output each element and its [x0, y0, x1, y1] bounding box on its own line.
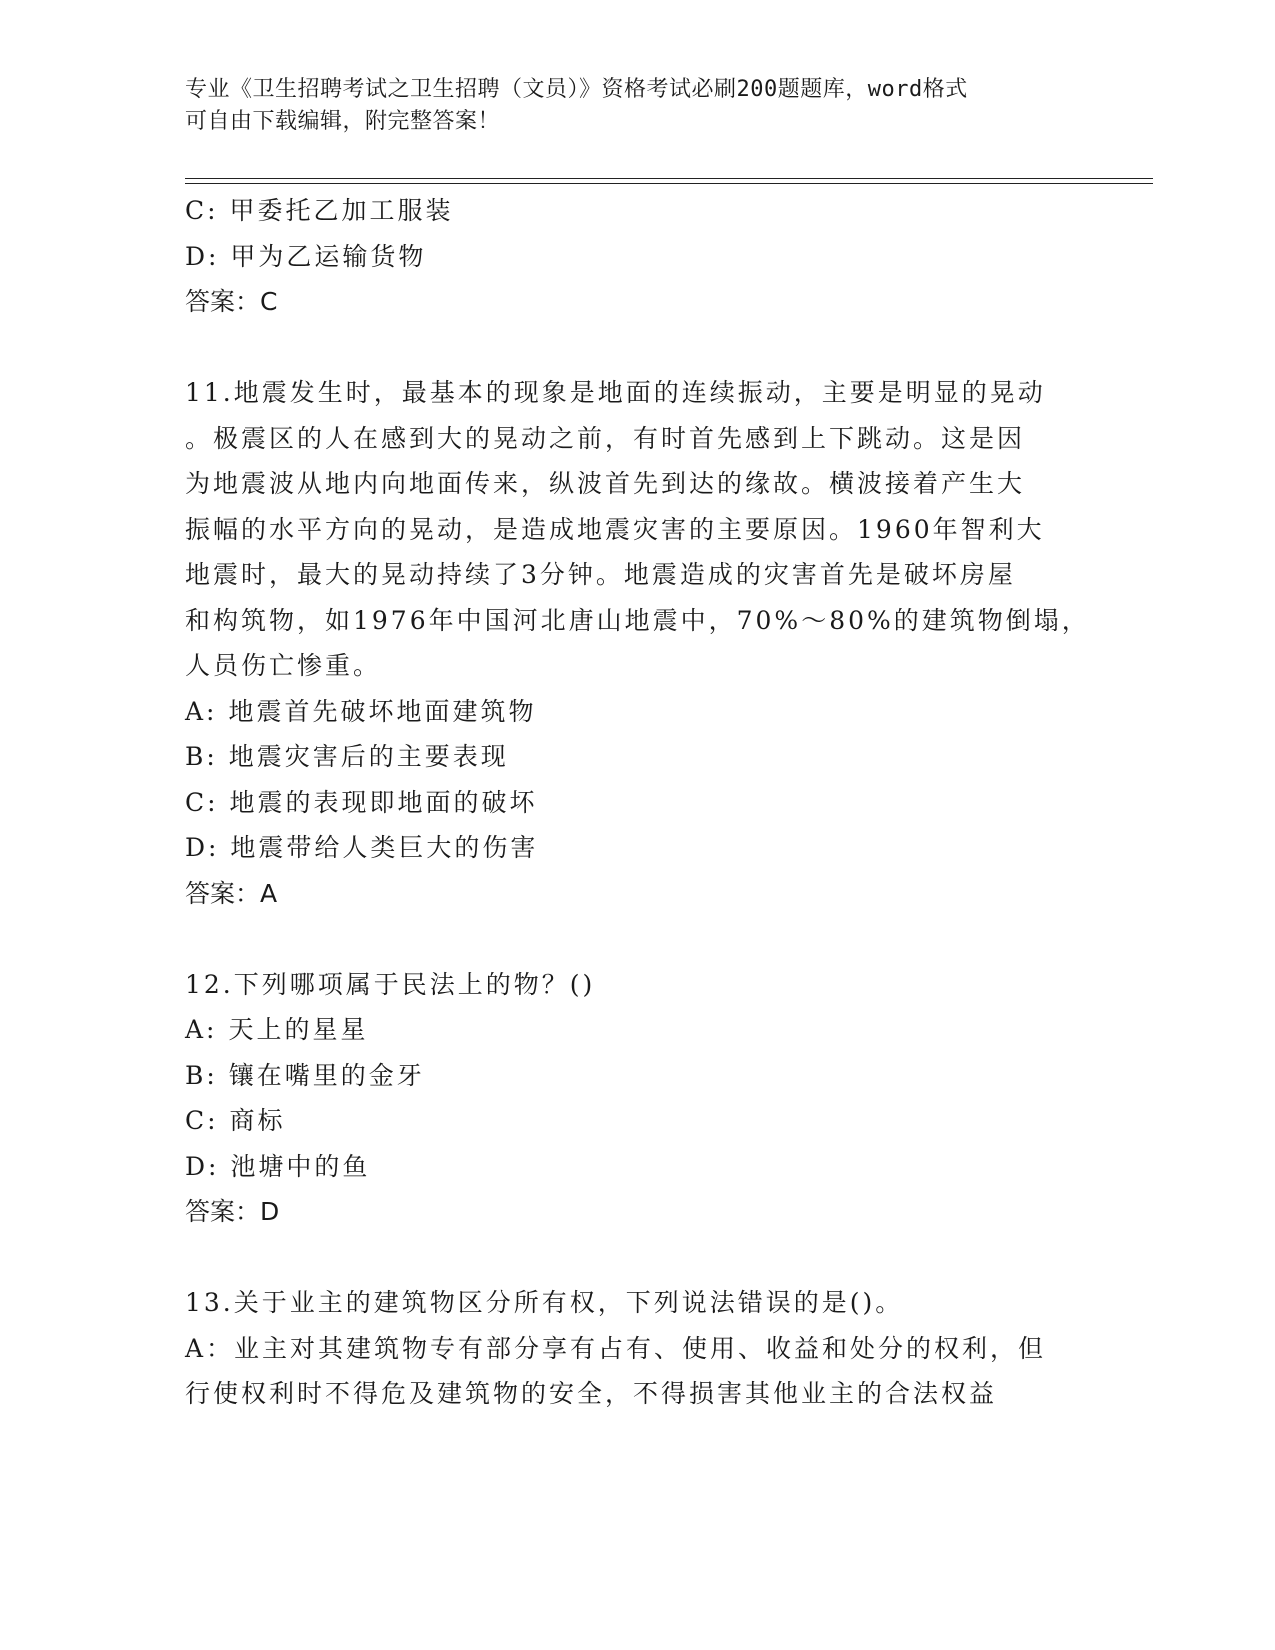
- option-key: B:: [185, 1060, 218, 1090]
- spacer: [185, 1235, 1085, 1281]
- option-text: 池塘中的鱼: [230, 1151, 371, 1181]
- option-a: [185, 1007, 1085, 1053]
- option-a: [185, 689, 1085, 735]
- option-key: A:: [185, 1015, 218, 1044]
- option-c: [185, 780, 1085, 826]
- option-d: [185, 234, 1085, 280]
- spacer: [185, 916, 1085, 962]
- answer-line: 答案：D: [185, 1197, 280, 1226]
- option-b: [185, 1053, 1085, 1099]
- option-key: B:: [185, 742, 218, 771]
- option-text: 商标: [229, 1106, 286, 1135]
- stem-line: 11.地震发生时，最基本的现象是地面的连续振动，主要是明显的晃动: [185, 378, 1046, 407]
- question-11-stem: [185, 370, 1090, 689]
- answer-line: 答案：A: [185, 878, 278, 908]
- option-a-line: 行使权利时不得危及建筑物的安全，不得损害其他业主的合法权益: [185, 1379, 998, 1408]
- stem-line: 13.关于业主的建筑物区分所有权，下列说法错误的是()。: [185, 1288, 904, 1317]
- option-key: C:: [185, 196, 219, 225]
- option-text: 地震的表现即地面的破坏: [229, 787, 538, 817]
- option-key: D:: [185, 833, 220, 862]
- option-a-line: A：业主对其建筑物专有部分享有占有、使用、收益和处分的权利，但: [185, 1333, 1047, 1363]
- option-text: 天上的星星: [228, 1015, 369, 1044]
- option-text: 地震带给人类巨大的伤害: [230, 833, 539, 862]
- stem-line: 。极震区的人在感到大的晃动之前，有时首先感到上下跳动。这是因: [185, 423, 1026, 453]
- spacer: [185, 325, 1085, 371]
- question-12-stem: [185, 962, 1085, 1008]
- stem-line: 为地震波从地内向地面传来，纵波首先到达的缘故。横波接着产生大: [185, 469, 1026, 498]
- option-text: 甲委托乙加工服装: [229, 196, 454, 225]
- stem-line: 地震时，最大的晃动持续了3分钟。地震造成的灾害首先是破坏房屋: [185, 560, 1016, 589]
- stem-line: 12.下列哪项属于民法上的物？(): [185, 969, 596, 999]
- page-header: [185, 74, 1065, 138]
- question-content: [185, 188, 1090, 1417]
- option-text: 镶在嘴里的金牙: [228, 1060, 425, 1090]
- stem-line: 振幅的水平方向的晃动，是造成地震灾害的主要原因。1960年智利大: [185, 514, 1045, 544]
- option-text: 甲为乙运输货物: [230, 241, 427, 271]
- header-title-line-2: 可自由下载编辑，附完整答案！: [185, 109, 501, 134]
- option-c: [185, 188, 1085, 234]
- option-key: D:: [185, 1151, 220, 1181]
- option-d: [185, 1144, 1085, 1190]
- option-c: [185, 1098, 1085, 1144]
- question-13-stem: [185, 1280, 1085, 1326]
- option-key: A:: [185, 696, 218, 726]
- option-b: [185, 734, 1085, 780]
- header-title-line-1: 专业《卫生招聘考试之卫生招聘（文员）》资格考试必刷200题题库，word格式: [185, 77, 968, 102]
- header-rule-top: [185, 178, 1153, 179]
- header-rule-bottom: [185, 183, 1153, 184]
- option-text: 地震首先破坏地面建筑物: [228, 696, 537, 726]
- option-key: C:: [185, 1106, 219, 1135]
- answer-line: 答案：C: [185, 287, 278, 316]
- option-text: 地震灾害后的主要表现: [228, 742, 509, 771]
- option-d: [185, 825, 1085, 871]
- stem-line: 和构筑物，如1976年中国河北唐山地震中，70%～80%的建筑物倒塌，: [185, 605, 1090, 635]
- option-key: D:: [185, 241, 220, 271]
- stem-line: 人员伤亡惨重。: [185, 651, 382, 680]
- option-key: C:: [185, 787, 219, 817]
